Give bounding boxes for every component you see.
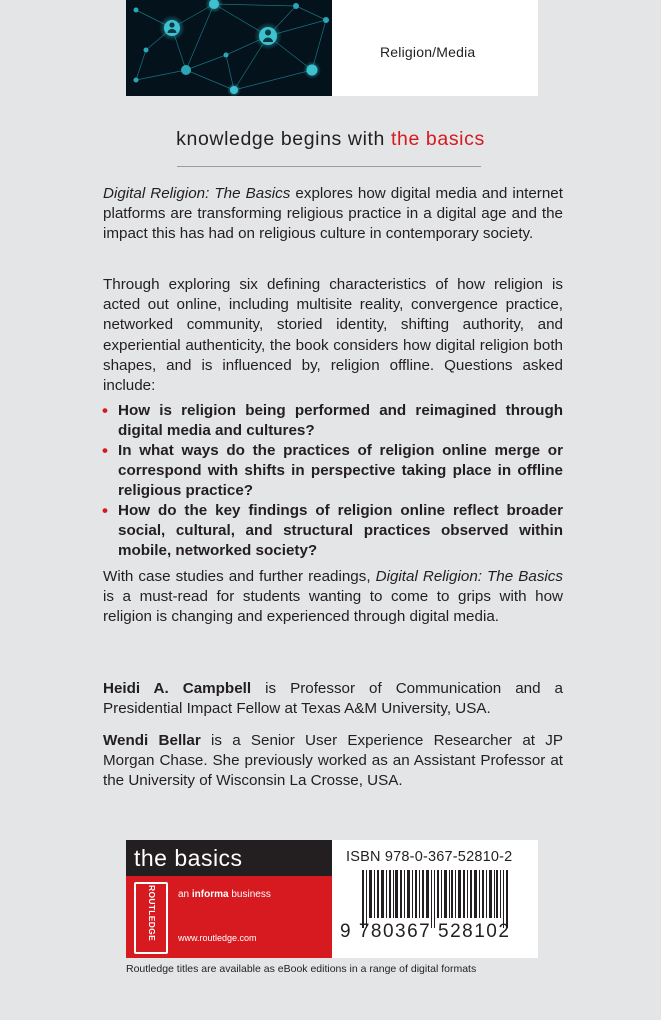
questions-list	[102, 401, 563, 561]
author-bio-text: is Professor of Communication and a Presidential Impact Fellow at Texas A&M University, USA.	[103, 680, 563, 718]
network-illustration	[126, 0, 332, 96]
routledge-logo-text: ROUTLEDGE	[147, 885, 157, 942]
author-bio-text: is a Senior User Experience Researcher at JP Morgan Chase. She previously worked as an Assistant Professor at the University of Wisconsin La Crosse, USA.	[103, 732, 563, 790]
author-name: Heidi A. Campbell	[103, 680, 252, 697]
question-text: How do the key findings of religion online reflect broader social, cultural, and structural practices observed within mobile, networked society?	[118, 502, 563, 559]
book-title-italic: Digital Religion: The Basics	[375, 568, 563, 585]
informa-prefix: an	[178, 889, 192, 900]
barcode-block	[332, 840, 538, 958]
informa-bold: informa	[191, 889, 229, 900]
tagline-divider	[177, 166, 481, 167]
isbn-label: ISBN 978-0-367-52810-2	[346, 849, 513, 865]
closing-paragraph	[103, 567, 563, 628]
author-name: Wendi Bellar	[103, 732, 201, 749]
ebook-note: Routledge titles are available as eBook editions in a range of digital formats	[126, 963, 477, 975]
category-label: Religion/Media	[380, 44, 476, 60]
question-item	[102, 441, 563, 501]
closing-before: With case studies and further readings,	[103, 568, 376, 585]
series-name: the basics	[126, 840, 332, 876]
category-panel	[332, 0, 538, 96]
tagline-plain: knowledge begins with	[176, 128, 391, 150]
informa-suffix: business	[228, 889, 271, 900]
question-item	[102, 501, 563, 561]
series-publisher-block	[126, 840, 332, 958]
intro-text: explores how digital media and internet platforms are transforming religious practice in a digital age and the impact this has had on religious culture in contemporary society.	[103, 185, 563, 243]
tagline-accent: the basics	[391, 128, 485, 150]
bullet-icon: •	[102, 401, 108, 420]
author-bio	[103, 679, 563, 719]
bullet-icon: •	[102, 441, 108, 460]
question-text: How is religion being performed and reimagined through digital media and cultures?	[118, 402, 563, 439]
bullet-icon: •	[102, 501, 108, 520]
question-text: In what ways do the practices of religion online merge or correspond with shifts in perspective taking place in offline religious practice?	[118, 442, 563, 499]
informa-line	[178, 889, 271, 900]
series-tagline	[0, 128, 661, 151]
closing-after: is a must-read for students wanting to come to grips with how religion is changing and experienced through digital media.	[103, 588, 563, 626]
question-item	[102, 401, 563, 441]
publisher-band	[126, 876, 332, 958]
barcode-number: 9 780367 528102	[340, 921, 511, 942]
author-bio	[103, 731, 563, 792]
top-banner	[126, 0, 538, 96]
book-title-italic: Digital Religion: The Basics	[103, 185, 291, 202]
publisher-website: www.routledge.com	[178, 933, 257, 943]
exploring-paragraph: Through exploring six defining characteristics of how religion is acted out online, including multisite reality, convergence practice, networked community, storied identity, shifting authority, and experiential authenticity, the book considers how digital religion both shapes, and is influenced by, religion offline. Questions asked include:	[103, 276, 563, 395]
routledge-logo-icon	[134, 882, 168, 954]
intro-paragraph	[103, 184, 563, 245]
